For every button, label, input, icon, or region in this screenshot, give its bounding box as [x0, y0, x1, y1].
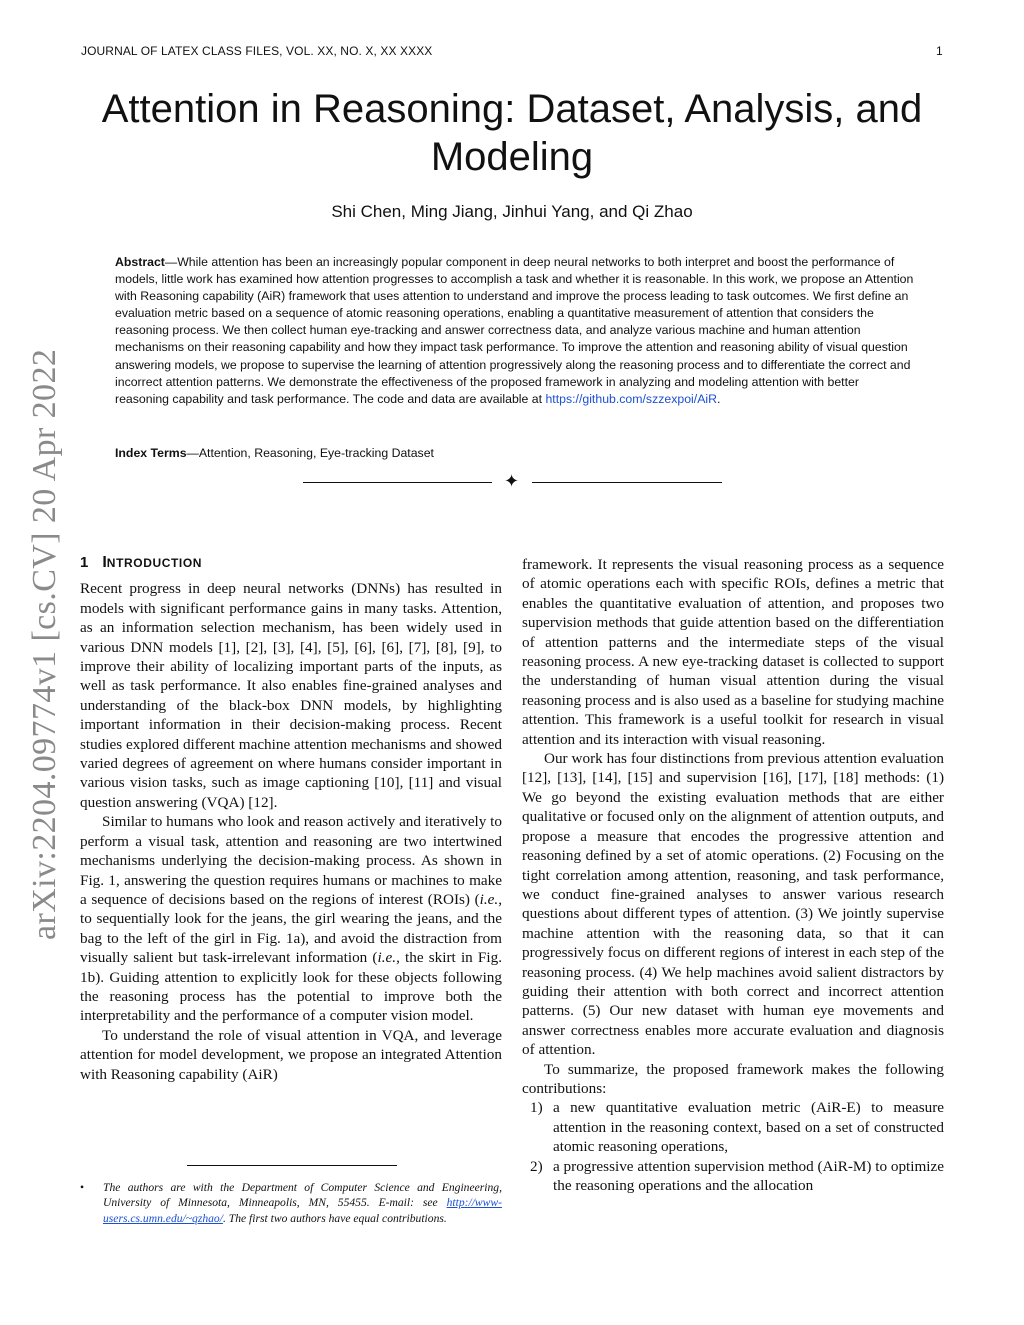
p2-part-c: , the skirt in Fig. 1b). Guiding attention to explicitly look for these objects following the reasoning process has the potential to improve both the interpretability and the performance of a computer vision model.: [80, 949, 502, 1025]
list-item-text: a progressive attention supervision method (AiR-M) to optimize the reasoning operations and the allocation: [553, 1157, 945, 1194]
intro-paragraph-1: Recent progress in deep neural networks (DNNs) has resulted in models with significant performance gains in many tasks. Attention, as an information selection mechanism, has been widely used in various DNN models [1], [2], [3], [4], [5], [6], [6], [7], [8], [9], to improve their ability of localizing important parts of the inputs, as well as task performance. It also enables fine-grained analyses and understanding of the black-box DNN models, by highlighting important information in their decision-making process. Recent studies explored different machine attention mechanisms and showed varied degrees of agreement on where humans consider important in various vision tasks, such as image captioning [10], [11] and visual question answering (VQA) [12].: [80, 580, 502, 811]
list-item-text: a new quantitative evaluation metric (AiR-E) to measure attention in the reasoning context, based on a set of constructed atomic reasoning operations,: [553, 1099, 944, 1156]
p2-ie-1: i.e.: [479, 890, 499, 908]
p2-part-a: Similar to humans who look and reason actively and iteratively to perform a visual task, attention and reasoning are two intertwined mechanisms underlying the decision-making process. As shown in Fig. 1, answering the question requires humans or machines to make a sequence of decisions based on the regions of interest (ROIs) (: [80, 813, 502, 908]
running-head: JOURNAL OF LATEX CLASS FILES, VOL. XX, NO. X, XX XXXX: [81, 44, 433, 58]
section-heading: [80, 553, 502, 573]
section-title-rest: NTRODUCTION: [106, 556, 203, 570]
footnote-text-b: . The first two authors have equal contributions.: [222, 1211, 447, 1225]
left-column: [80, 553, 502, 1084]
intro-paragraph-3: To understand the role of visual attention in VQA, and leverage attention for model development, we propose an integrated Attention with Reasoning capability (AiR): [80, 1026, 502, 1083]
section-title-initial: I: [102, 554, 107, 571]
code-link[interactable]: https://github.com/szzexpoi/AiR: [545, 391, 718, 406]
p2-part-b: , to sequentially look for the jeans, the girl wearing the jeans, and the bag to the left of the girl in Fig. 1a), and avoid the distraction from visually salient but task-irrelevant information (: [80, 890, 502, 967]
list-item: [522, 1098, 944, 1156]
divider-star-icon: ✦: [504, 471, 520, 491]
footnote-link[interactable]: http://www-users.cs.umn.edu/~qzhao/: [103, 1196, 502, 1225]
intro-paragraph-2: [80, 812, 502, 1025]
list-item: [522, 1157, 944, 1196]
right-paragraph-2: Our work has four distinctions from previous attention evaluation [12], [13], [14], [15] and supervision [16], [17], [18] methods: (1) We go beyond the existing evaluation methods that are either qualitative or focused only on the alignment of attention outputs, and propose a measure that encodes the progressive attention and reasoning defined by a set of atomic operations. (2) Focusing on the tight correlation among attention, reasoning, and task performance, we conduct fine-grained analyses to answer various research questions about different types of attention. (3) We jointly supervise machine attention with the reasoning data, so that it can progressively focus on different regions of interest in each step of the reasoning process. (4) We help machines avoid salient distractors by guiding their attention with both correct and incorrect attention patterns. (5) Our new dataset with human eye movements and answer correctness enables more accurate evaluation and diagnosis of attention.: [522, 750, 944, 1059]
right-column: [522, 555, 944, 1195]
p2-ie-2: i.e.: [377, 949, 397, 967]
page-number: 1: [936, 44, 943, 58]
section-number: 1: [80, 554, 89, 571]
abstract: [115, 254, 915, 408]
divider-line-left: [303, 482, 492, 483]
paper-title: Attention in Reasoning: Dataset, Analysis, and Modeling: [101, 87, 923, 179]
abstract-text: —While attention has been an increasingly popular component in deep neural networks to both interpret and boost the performance of models, little work has examined how attention progresses to accomplish a task and whether it is reasonable. In this work, we propose an Attention with Reasoning capability (AiR) framework that uses attention to understand and improve the process leading to task outcomes. We first define an evaluation metric based on a sequence of atomic reasoning operations, enabling a quantitative measurement of attention that considers the reasoning process. We then collect human eye-tracking and answer correctness data, and analyze various machine and human attention mechanisms on their reasoning capability and how they impact task performance. To improve the attention and reasoning ability of visual question answering models, we propose to supervise the learning of attention progressively along the reasoning process and to differentiate the correct and incorrect attention patterns. We demonstrate the effectiveness of the proposed framework in analyzing and modeling attention with better reasoning capability and task performance. The code and data are available at: [115, 255, 914, 406]
footnote-rule: [187, 1165, 397, 1166]
divider-line-right: [532, 482, 722, 483]
index-terms-label: Index Terms: [115, 446, 187, 460]
arxiv-stamp: arXiv:2204.09774v1 [cs.CV] 20 Apr 2022: [26, 348, 63, 940]
right-paragraph-1: framework. It represents the visual reasoning process as a sequence of atomic operations each with specific ROIs, defines a metric that enables the quantitative evaluation of attention, and proposes two supervision methods that guide attention based on the differentiation of attention patterns and the intermediate steps of the visual reasoning process. A new eye-tracking dataset is collected to support the understanding of human visual attention during the visual reasoning process and is also used as a baseline for studying machine attention. This framework is a useful toolkit for research in visual attention and its interaction with visual reasoning.: [522, 556, 944, 748]
author-list: Shi Chen, Ming Jiang, Jinhui Yang, and Qi Zhao: [331, 202, 693, 221]
list-marker: 2): [530, 1157, 543, 1175]
footnote-text: [103, 1180, 502, 1226]
footnote-bullet: •: [80, 1181, 85, 1194]
abstract-label: Abstract: [115, 255, 165, 269]
index-terms-text: —Attention, Reasoning, Eye-tracking Dataset: [186, 446, 434, 460]
footnote: [80, 1180, 502, 1226]
right-paragraph-3: To summarize, the proposed framework makes the following contributions:: [522, 1060, 944, 1097]
index-terms: [115, 446, 915, 460]
contributions-list: [522, 1098, 944, 1195]
abstract-end: .: [717, 391, 721, 406]
list-marker: 1): [530, 1099, 543, 1117]
footnote-text-a: The authors are with the Department of Computer Science and Engineering, University of Minnesota, Minneapolis, MN, 55455. E-mail: see: [103, 1181, 502, 1210]
